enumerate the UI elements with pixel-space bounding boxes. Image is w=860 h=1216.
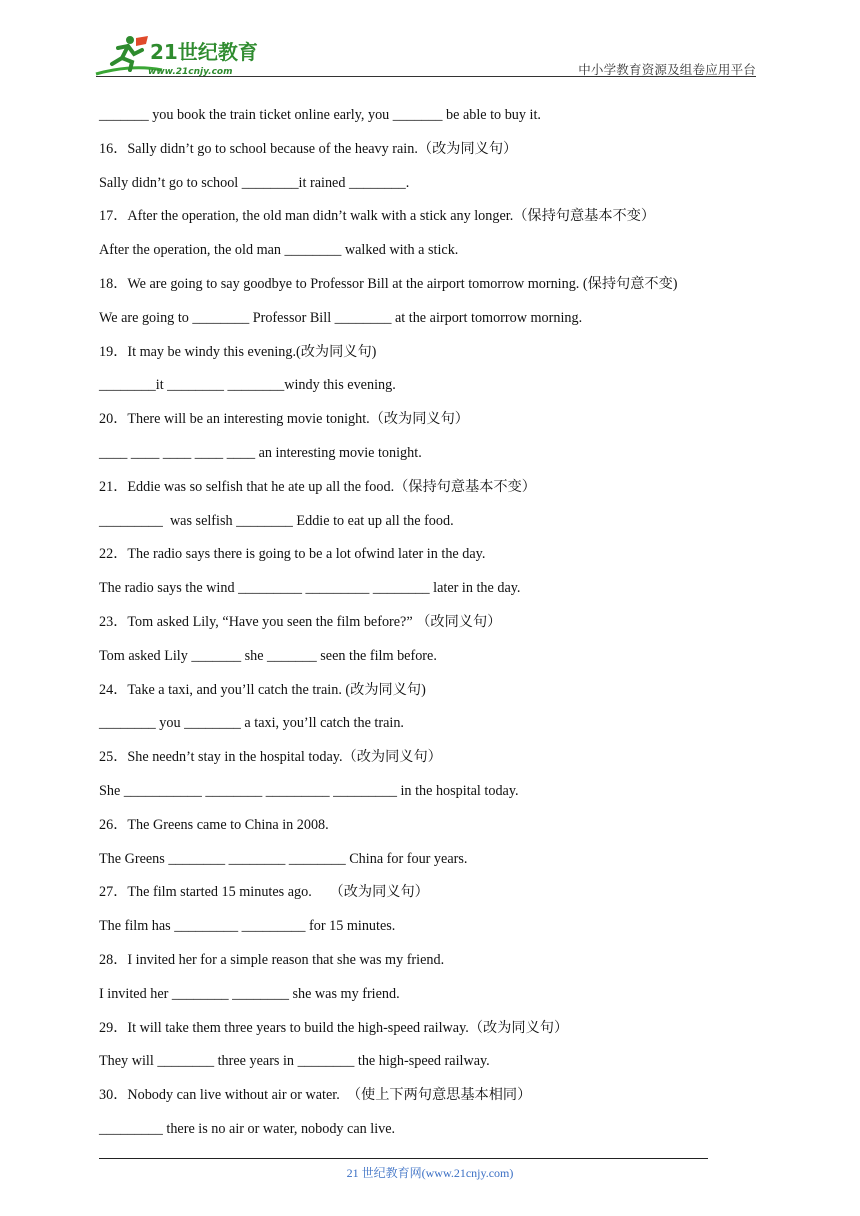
site-logo [92, 34, 262, 78]
answer-26: The Greens ________ ________ ________ China for four years. [99, 850, 468, 867]
footer-text: 21 世纪教育网(www.21cnjy.com) [346, 1166, 514, 1180]
answer-21: _________ was selfish ________ Eddie to eat up all the food. [99, 512, 454, 529]
answer-25: She ___________ ________ _________ _________ in the hospital today. [99, 782, 519, 799]
text-line: _______ you book the train ticket online early, you _______ be able to buy it. [99, 107, 541, 123]
question-20: 20．There will be an interesting movie tonight.（改为同义句） [99, 411, 469, 428]
question-19: 19．It may be windy this evening.(改为同义句) [99, 343, 377, 360]
logo-text: 21世纪教育 [150, 40, 258, 64]
question-18: 18．We are going to say goodbye to Professor Bill at the airport tomorrow morning. (保持句意不变) [99, 275, 678, 292]
answer-29: They will ________ three years in ________ the high-speed railway. [99, 1053, 490, 1070]
question-16: 16．Sally didn’t go to school because of the heavy rain.（改为同义句） [99, 140, 518, 157]
page-header [0, 0, 860, 80]
question-28: 28．I invited her for a simple reason that she was my friend. [99, 951, 445, 968]
runner-logo-icon [92, 34, 262, 78]
footer-divider [99, 1158, 708, 1159]
answer-19: ________it ________ ________windy this evening. [99, 377, 396, 394]
answer-30: _________ there is no air or water, nobody can live. [99, 1120, 396, 1137]
answer-27: The film has _________ _________ for 15 minutes. [99, 918, 396, 935]
question-26: 26．The Greens came to China in 2008. [99, 816, 329, 833]
answer-23: Tom asked Lily _______ she _______ seen the film before. [99, 647, 437, 664]
answer-18: We are going to ________ Professor Bill ________ at the airport tomorrow morning. [99, 309, 583, 326]
platform-title: 中小学教育资源及组卷应用平台 [578, 62, 756, 77]
question-25: 25．She needn’t stay in the hospital today.（改为同义句） [99, 749, 442, 766]
answer-17: After the operation, the old man ________ walked with a stick. [99, 242, 459, 259]
question-21: 21．Eddie was so selfish that he ate up all the food.（保持句意基本不变） [99, 478, 536, 495]
question-30: 30．Nobody can live without air or water. （使上下两句意思基本相同） [99, 1087, 532, 1104]
exercise-content [99, 104, 739, 1152]
answer-28: I invited her ________ ________ she was my friend. [99, 985, 400, 1002]
header-divider [96, 76, 756, 77]
question-24: 24．Take a taxi, and you’ll catch the train. (改为同义句) [99, 681, 426, 698]
answer-16: Sally didn’t go to school ________it rained ________. [99, 174, 410, 191]
question-17: 17．After the operation, the old man didn’t walk with a stick any longer.（保持句意基本不变） [99, 208, 656, 225]
logo-url: www.21cnjy.com [148, 67, 233, 77]
answer-24: ________ you ________ a taxi, you’ll catch the train. [99, 715, 404, 732]
question-27: 27．The film started 15 minutes ago. （改为同义句） [99, 884, 429, 901]
question-23: 23．Tom asked Lily, “Have you seen the film before?” （改同义句） [99, 613, 502, 630]
question-29: 29．It will take them three years to build the high-speed railway.（改为同义句） [99, 1019, 569, 1036]
answer-22: The radio says the wind _________ _________ ________ later in the day. [99, 580, 521, 597]
question-22: 22．The radio says there is going to be a lot ofwind later in the day. [99, 546, 486, 563]
answer-20: ____ ____ ____ ____ ____ an interesting movie tonight. [99, 444, 422, 461]
